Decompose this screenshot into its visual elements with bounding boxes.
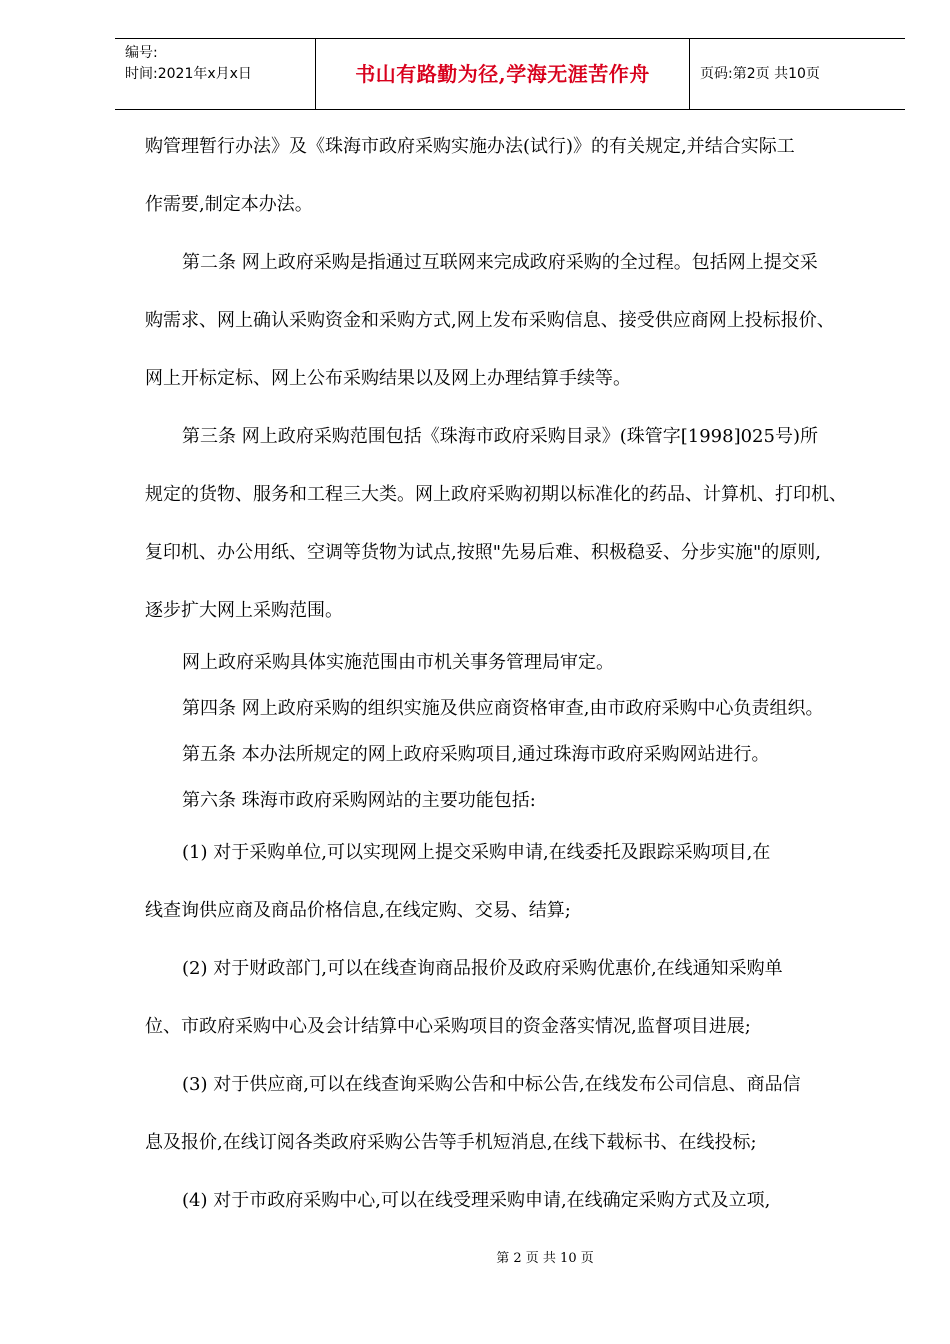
paragraph-line: 网上开标定标、网上公布采购结果以及网上办理结算手续等。 bbox=[145, 368, 631, 389]
document-body bbox=[145, 118, 885, 1230]
paragraph-line: 复印机、办公用纸、空调等货物为试点,按照"先易后难、积极稳妥、分步实施"的原则, bbox=[145, 542, 821, 563]
page-footer bbox=[0, 1247, 950, 1266]
paragraph-line: 息及报价,在线订阅各类政府采购公告等手机短消息,在线下载标书、在线投标; bbox=[145, 1132, 757, 1153]
paragraph-line: 线查询供应商及商品价格信息,在线定购、交易、结算; bbox=[145, 900, 571, 921]
paragraph-line: 第二条 网上政府采购是指通过互联网来完成政府采购的全过程。包括网上提交采 bbox=[182, 252, 818, 273]
paragraph-line: 第五条 本办法所规定的网上政府采购项目,通过珠海市政府采购网站进行。 bbox=[182, 744, 770, 765]
paragraph-line: 购管理暂行办法》及《珠海市政府采购实施办法(试行)》的有关规定,并结合实际工 bbox=[145, 136, 795, 157]
header-page-label: 页码:第2页 共10页 bbox=[700, 66, 820, 82]
paragraph-line: 第六条 珠海市政府采购网站的主要功能包括: bbox=[182, 790, 536, 811]
paragraph-line: 位、市政府采购中心及会计结算中心采购项目的资金落实情况,监督项目进展; bbox=[145, 1016, 751, 1037]
paragraph-line: 第三条 网上政府采购范围包括《珠海市政府采购目录》(珠管字[1998]025号)所 bbox=[182, 426, 818, 447]
page-header bbox=[115, 38, 905, 110]
paragraph-line: 逐步扩大网上采购范围。 bbox=[145, 600, 343, 621]
paragraph-line: 购需求、网上确认采购资金和采购方式,网上发布采购信息、接受供应商网上投标报价、 bbox=[145, 310, 835, 331]
number-label: 编号: bbox=[125, 45, 158, 61]
paragraph-line: 网上政府采购具体实施范围由市机关事务管理局审定。 bbox=[182, 652, 614, 673]
paragraph-line: (3) 对于供应商,可以在线查询采购公告和中标公告,在线发布公司信息、商品信 bbox=[182, 1074, 801, 1095]
time-label: 时间:2021年x月x日 bbox=[125, 66, 252, 82]
header-motto: 书山有路勤为径,学海无涯苦作舟 bbox=[316, 39, 690, 109]
header-meta-cell bbox=[115, 39, 316, 109]
paragraph-line: (4) 对于市政府采购中心,可以在线受理采购申请,在线确定采购方式及立项, bbox=[182, 1190, 771, 1211]
paragraph-line: (2) 对于财政部门,可以在线查询商品报价及政府采购优惠价,在线通知采购单 bbox=[182, 958, 783, 979]
paragraph-line: 第四条 网上政府采购的组织实施及供应商资格审查,由市政府采购中心负责组织。 bbox=[182, 698, 824, 719]
paragraph-line: 作需要,制定本办法。 bbox=[145, 194, 313, 215]
footer-page-number: 第 2 页 共 10 页 bbox=[496, 1251, 594, 1266]
paragraph-line: (1) 对于采购单位,可以实现网上提交采购申请,在线委托及跟踪采购项目,在 bbox=[182, 842, 771, 863]
paragraph-line: 规定的货物、服务和工程三大类。网上政府采购初期以标准化的药品、计算机、打印机、 bbox=[145, 484, 847, 505]
